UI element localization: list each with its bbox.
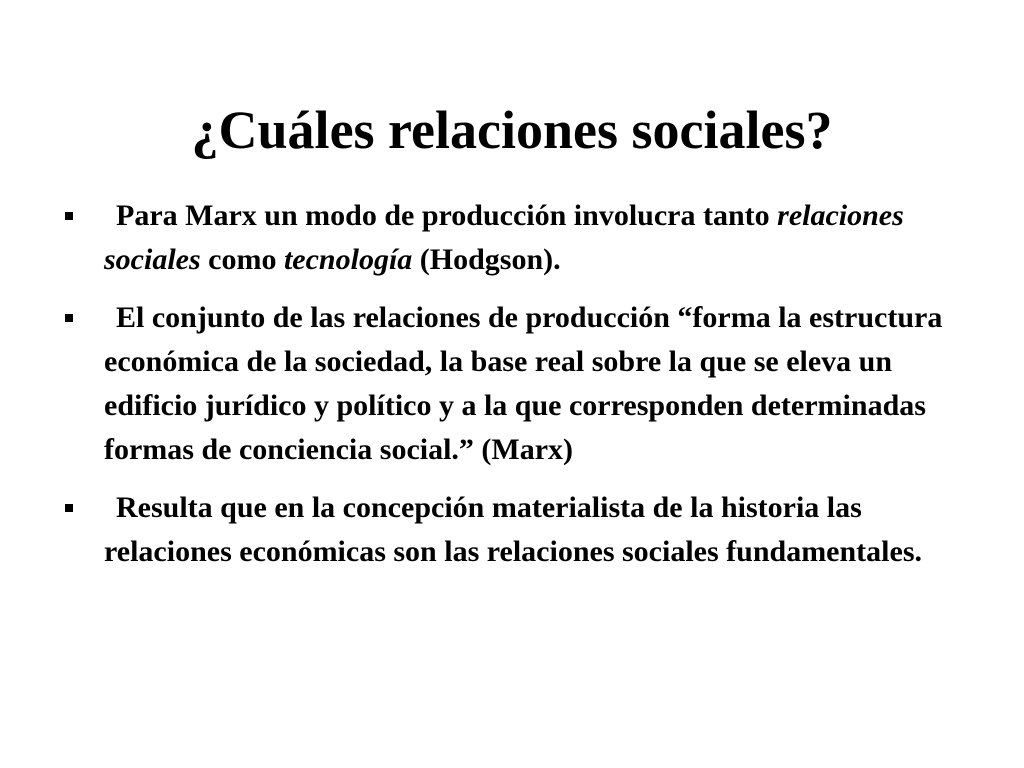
bullet-text-part: (Hodgson). bbox=[412, 243, 561, 276]
bullet-item bbox=[60, 296, 960, 472]
square-bullet-icon bbox=[65, 504, 73, 512]
bullet-text-part: como bbox=[200, 243, 284, 276]
bullet-text: El conjunto de las relaciones de producción “forma la estructura económica de la sociedad, la base real sobre la que se eleva un edificio jurídico y político y a la que corresponden determinadas formas de conciencia social.” (Marx) bbox=[104, 301, 943, 466]
bullet-item bbox=[60, 486, 960, 574]
bullet-list bbox=[60, 194, 960, 588]
square-bullet-icon bbox=[65, 212, 73, 220]
square-bullet-icon bbox=[65, 314, 73, 322]
bullet-text-part-italic: relaciones sociales bbox=[104, 199, 904, 276]
bullet-item bbox=[60, 194, 960, 282]
bullet-text-part: Para Marx un modo de producción involucra tanto bbox=[116, 199, 778, 232]
bullet-text-part-italic: tecnología bbox=[283, 243, 413, 276]
bullet-text: Resulta que en la concepción materialista de la historia las relaciones económicas son las relaciones sociales fundamentales. bbox=[104, 491, 922, 568]
slide-title: ¿Cuáles relaciones sociales? bbox=[191, 100, 833, 160]
